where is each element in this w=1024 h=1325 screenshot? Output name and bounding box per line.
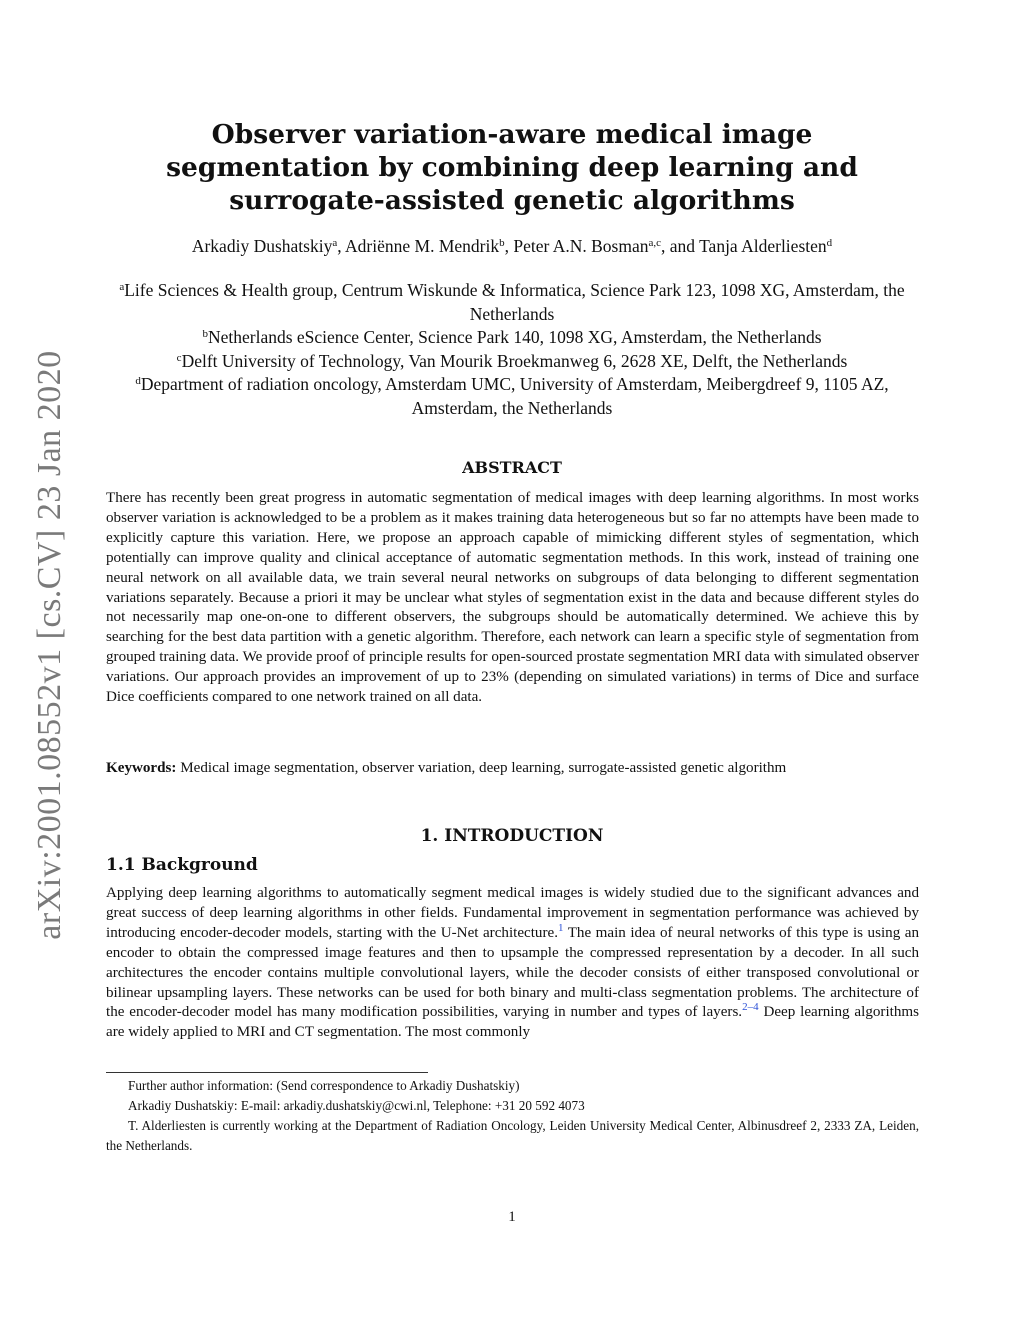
- footnote-divider: [106, 1072, 428, 1073]
- subsection-heading-background: 1.1 Background: [106, 855, 258, 875]
- abstract-heading: ABSTRACT: [462, 458, 562, 477]
- section-heading-introduction: 1. INTRODUCTION: [420, 826, 604, 846]
- author: Arkadiy Dushatskiy$^a$,: [191, 236, 346, 256]
- page-number: 1: [508, 1209, 516, 1225]
- introduction-text: Applying deep learning algorithms to automatically segment medical images is widely studied due to the significant advances and great success of deep learning algorithms in other fields. Fundamental improvement in segmentation performance was achieved by introducing encoder-decoder models, starting with the U-Net architecture.$^1$ The main idea of neural networks of this type is using an encoder to obtain the compressed image features and then to upsample the compressed representation by a decoder. In all such architectures the encoder contains multiple convolutional layers, while the decoder consists of either transposed convolutional or bilinear upsampling layers. These networks can be used for both binary and multi-class segmentation problems. The architecture of the encoder-decoder model has many modification possibilities, varying in number and types of layers.$^{2-4}$ Deep learning algorithms are widely applied to MRI and CT segmentation. The most commonly: [106, 885, 919, 1041]
- author: Peter A.N. Bosman$^{a,c}$, and: [513, 236, 700, 256]
- affiliation: $^c$Delft University of Technology, Van Mourik Broekmanweg 6, 2628 XE, Delft, the Netherlands: [176, 350, 848, 371]
- author-list: [100, 236, 924, 257]
- arxiv-identifier: arXiv:2001.08552v1 [cs.CV] 23 Jan 2020: [31, 350, 68, 940]
- affiliation: $^a$Life Sciences & Health group, Centrum Wiskunde & Informatica, Science Park 123, 1098 XG, Amsterdam, the Netherlands: [119, 280, 905, 324]
- affiliations: [100, 279, 924, 420]
- keywords: [106, 760, 919, 777]
- footnote: Further author information: (Send correspondence to Arkadiy Dushatskiy): [128, 1078, 520, 1093]
- footnote: T. Alderliesten is currently working at the Department of Radiation Oncology, Leiden University Medical Center, Albinusdreef 2, 2333 ZA, Leiden, the Netherlands.: [106, 1117, 919, 1153]
- keywords-label: Keywords:: [106, 760, 177, 776]
- footnotes: [106, 1076, 919, 1156]
- keywords-text: Medical image segmentation, observer variation, deep learning, surrogate-assisted genetic algorithm: [180, 760, 787, 776]
- affiliation: $^d$Department of radiation oncology, Amsterdam UMC, University of Amsterdam, Meibergdreef 9, 1105 AZ, Amsterdam, the Netherlands: [135, 374, 889, 418]
- author: Adriënne M. Mendrik$^b$,: [345, 236, 514, 256]
- affiliation: $^b$Netherlands eScience Center, Science Park 140, 1098 XG, Amsterdam, the Netherlands: [202, 327, 822, 347]
- author: Tanja Alderliesten$^d$: [699, 236, 833, 256]
- footnote: Arkadiy Dushatskiy: E-mail: arkadiy.dushatskiy@cwi.nl, Telephone: +31 20 592 4073: [128, 1097, 585, 1113]
- abstract-text: There has recently been great progress in automatic segmentation of medical images with deep learning algorithms. In most works observer variation is acknowledged to be a problem as it makes training data heterogeneous but so far no attempts have been made to explicitly capture this variation. Here, we propose an approach capable of mimicking different styles of segmentation, which potentially can improve quality and clinical acceptance of automatic segmentation methods. In this work, instead of training one neural network on all available data, we train several neural networks on subgroups of data belonging to different segmentation variations separately. Because a priori it may be unclear what styles of segmentation exist in the data and because different styles do not necessarily map one-on-one to different observers, the subgroups should be automatically determined. We achieve this by searching for the best data partition with a genetic algorithm. Therefore, each network can learn a specific style of segmentation from grouped training data. We provide proof of principle results for open-sourced prostate segmentation MRI data with simulated observer variations. Our approach provides an improvement of up to 23% (depending on simulated variations) in terms of Dice and surface Dice coefficients compared to one network trained on all data.: [106, 490, 919, 706]
- citation-link[interactable]: 1: [557, 921, 564, 934]
- paper-title: Observer variation-aware medical image segmentation by combining deep learning and surrogate-assisted genetic algorithms: [166, 119, 858, 216]
- citation-link[interactable]: 2–4: [742, 1001, 759, 1014]
